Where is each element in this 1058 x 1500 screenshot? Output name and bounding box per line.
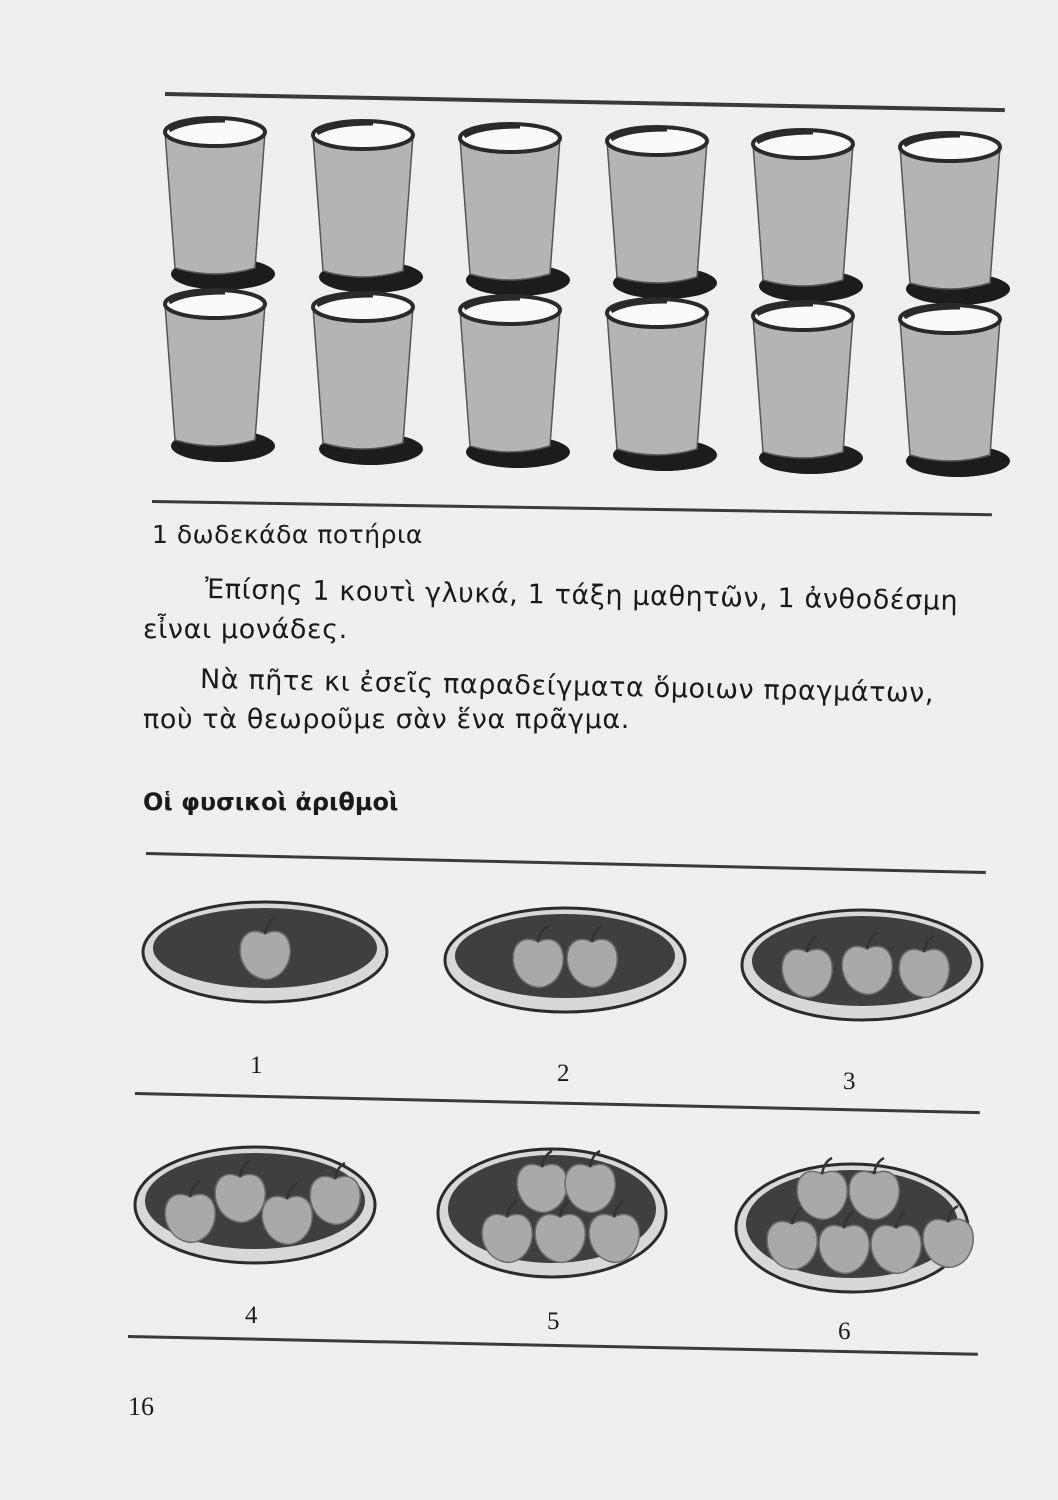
apple-plate — [742, 910, 982, 1020]
paragraph-line-4: ποὺ τὰ θεωροῦμε σὰν ἕνα πρᾶγμα. — [143, 704, 630, 735]
glass — [900, 133, 1010, 305]
apple — [535, 1201, 585, 1263]
plate-label-2: 2 — [557, 1060, 570, 1087]
apple — [310, 1163, 360, 1225]
glass — [165, 290, 275, 462]
paragraph-line-1: Ἐπίσης 1 κουτὶ γλυκά, 1 τάξη μαθητῶν, 1 ἀνθοδέσμη — [204, 574, 959, 617]
glass — [753, 130, 863, 302]
apple — [567, 926, 617, 988]
glass — [607, 299, 717, 471]
glass — [313, 121, 423, 293]
apple — [589, 1201, 639, 1263]
glass — [313, 293, 423, 465]
apple — [797, 1158, 847, 1220]
glasses-caption: 1 δωδεκάδα ποτήρια — [152, 520, 423, 549]
apple-plate — [445, 908, 685, 1012]
page-number: 16 — [128, 1392, 154, 1421]
glasses-bottom-rule — [152, 500, 992, 516]
apple — [262, 1183, 312, 1245]
apple — [482, 1201, 532, 1263]
apple-plate — [736, 1158, 973, 1292]
section-heading: Οἱ φυσικοὶ ἀριθμοὶ — [143, 788, 399, 816]
apple — [565, 1151, 615, 1213]
apple — [819, 1212, 869, 1274]
glass — [460, 124, 570, 296]
paragraph-line-3: Νὰ πῆτε κι ἐσεῖς παραδείγματα ὅμοιων πραγμάτων, — [199, 664, 935, 710]
apple — [215, 1161, 265, 1223]
apple-plate — [143, 902, 387, 1002]
plate-label-5: 5 — [547, 1308, 560, 1335]
apple — [513, 926, 563, 988]
apple — [849, 1158, 899, 1220]
apple — [899, 936, 949, 998]
apple — [517, 1151, 567, 1213]
apple — [871, 1212, 921, 1274]
glass — [165, 118, 275, 290]
glass — [753, 302, 863, 474]
apple — [782, 936, 832, 998]
apple — [240, 918, 290, 980]
plate-label-6: 6 — [838, 1318, 851, 1345]
apple — [842, 933, 892, 995]
glass — [607, 127, 717, 299]
glass — [900, 305, 1010, 477]
plate-label-3: 3 — [843, 1068, 856, 1095]
plate-label-4: 4 — [245, 1302, 258, 1329]
apple — [923, 1206, 973, 1268]
plates-top-rule — [146, 852, 986, 874]
plate-label-1: 1 — [250, 1052, 263, 1079]
top-rule — [165, 92, 1005, 112]
apple — [165, 1181, 215, 1243]
apple-plate — [438, 1149, 666, 1277]
apple-plate — [135, 1147, 375, 1263]
glass — [460, 296, 570, 468]
paragraph-line-2: εἶναι μονάδες. — [143, 614, 348, 645]
apple — [767, 1208, 817, 1270]
